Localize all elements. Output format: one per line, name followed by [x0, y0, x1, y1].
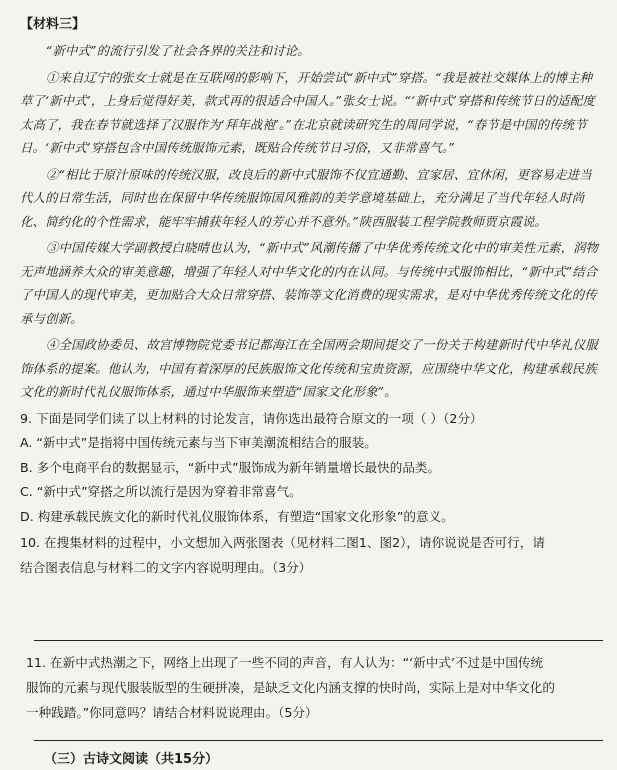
paragraph-1: ①来自辽宁的张女士就是在互联网的影响下，开始尝试“新中式”穿搭。“我是被社交媒体上的博主种草了‘新中式’，上身后觉得好美，款式再的很适合中国人。”张女士说。“‘新中式’穿搭和传统节日的适配度太高了，我在春节就选择了汉服作为‘拜年战袍’。”在北京就读研究生的周同学说，“春节是中国的传统节日。‘新中式’穿搭包含中国传统服饰元素，既贴合传统节日习俗，又非常喜气。”	[20, 69, 595, 155]
question-11-line-1: 11. 在新中式热潮之下，网络上出现了一些不同的声音，有人认为：“‘新中式’不过是中国传统	[26, 655, 544, 670]
question-11-line-2: 服饰的元素与现代服装版型的生硬拼凑，是缺乏文化内涵支撑的快时尚，实际上是对中华文化的	[26, 680, 555, 695]
question-9-stem: 9. 下面是同学们读了以上材料的讨论发言，请你选出最符合原文的一项（ ）（2分）	[20, 410, 483, 426]
section-heading: （三）古诗文阅读（共15分）	[44, 752, 219, 767]
question-10-line-2: 结合图表信息与材料二的文字内容说明理由。（3分）	[20, 559, 312, 575]
material-three-text	[20, 39, 603, 404]
option-c: C. “新中式”穿搭之所以流行是因为穿着非常喜气。	[20, 484, 302, 499]
paragraph-3: ③中国传媒大学副教授白晓晴也认为，“新中式”风潮传播了中华优秀传统文化中的审美性元素，润物无声地涵养大众的审美意趣，增强了年轻人对中华文化的内在认同。与传统中式服饰相比，“新中式”结合了中国人的现代审美，更加贴合大众日常穿搭、装饰等文化消费的现实需求，是对中华优秀传统文化的传承与创新。	[20, 240, 599, 326]
option-b: B. 多个电商平台的数据显示，“新中式”服饰成为新年销量增长最快的品类。	[20, 459, 441, 475]
answer-line-q11	[34, 740, 603, 741]
question-10-line-1: 10. 在搜集材料的过程中，小文想加入两张图表（见材料二图1、图2），请你说说是否可行，请	[20, 535, 545, 550]
material-heading: 【材料三】	[20, 17, 86, 32]
question-9	[20, 407, 603, 530]
question-11-line-3: 一种践踏。”你同意吗？请结合材料说说理由。（5分）	[26, 705, 318, 720]
option-d: D. 构建承载民族文化的新时代礼仪服饰体系，有塑造“国家文化形象”的意义。	[20, 508, 454, 524]
question-11	[26, 650, 599, 725]
paragraph-intro: “新中式”的流行引发了社会各界的关注和讨论。	[46, 43, 310, 58]
question-10	[20, 531, 603, 580]
answer-line-q10	[34, 640, 603, 641]
paragraph-4: ④全国政协委员、故宫博物院党委书记都海江在全国两会期间提交了一份关于构建新时代中华礼仪服饰体系的提案。他认为，中国有着深厚的民族服饰文化传统和宝贵资源，应围绕中华文化，构建承载民族文化的新时代礼仪服饰体系，通过中华服饰来塑造“国家文化形象”。	[20, 337, 598, 399]
paragraph-2: ②“相比于原汁原味的传统汉服，改良后的新中式服饰不仅宜通勤、宜家居、宜休闲，更容易走进当代人的日常生活，同时也在保留中华传统服饰国风雅韵的美学意境基础上，充分满足了当代年轻人时尚化、简约化的个性需求，能牢牢捕获年轻人的芳心并不意外。”陕西服装工程学院教师贾京霞说。	[20, 166, 592, 229]
option-a: A. “新中式”是指将中国传统元素与当下审美潮流相结合的服装。	[20, 435, 377, 450]
